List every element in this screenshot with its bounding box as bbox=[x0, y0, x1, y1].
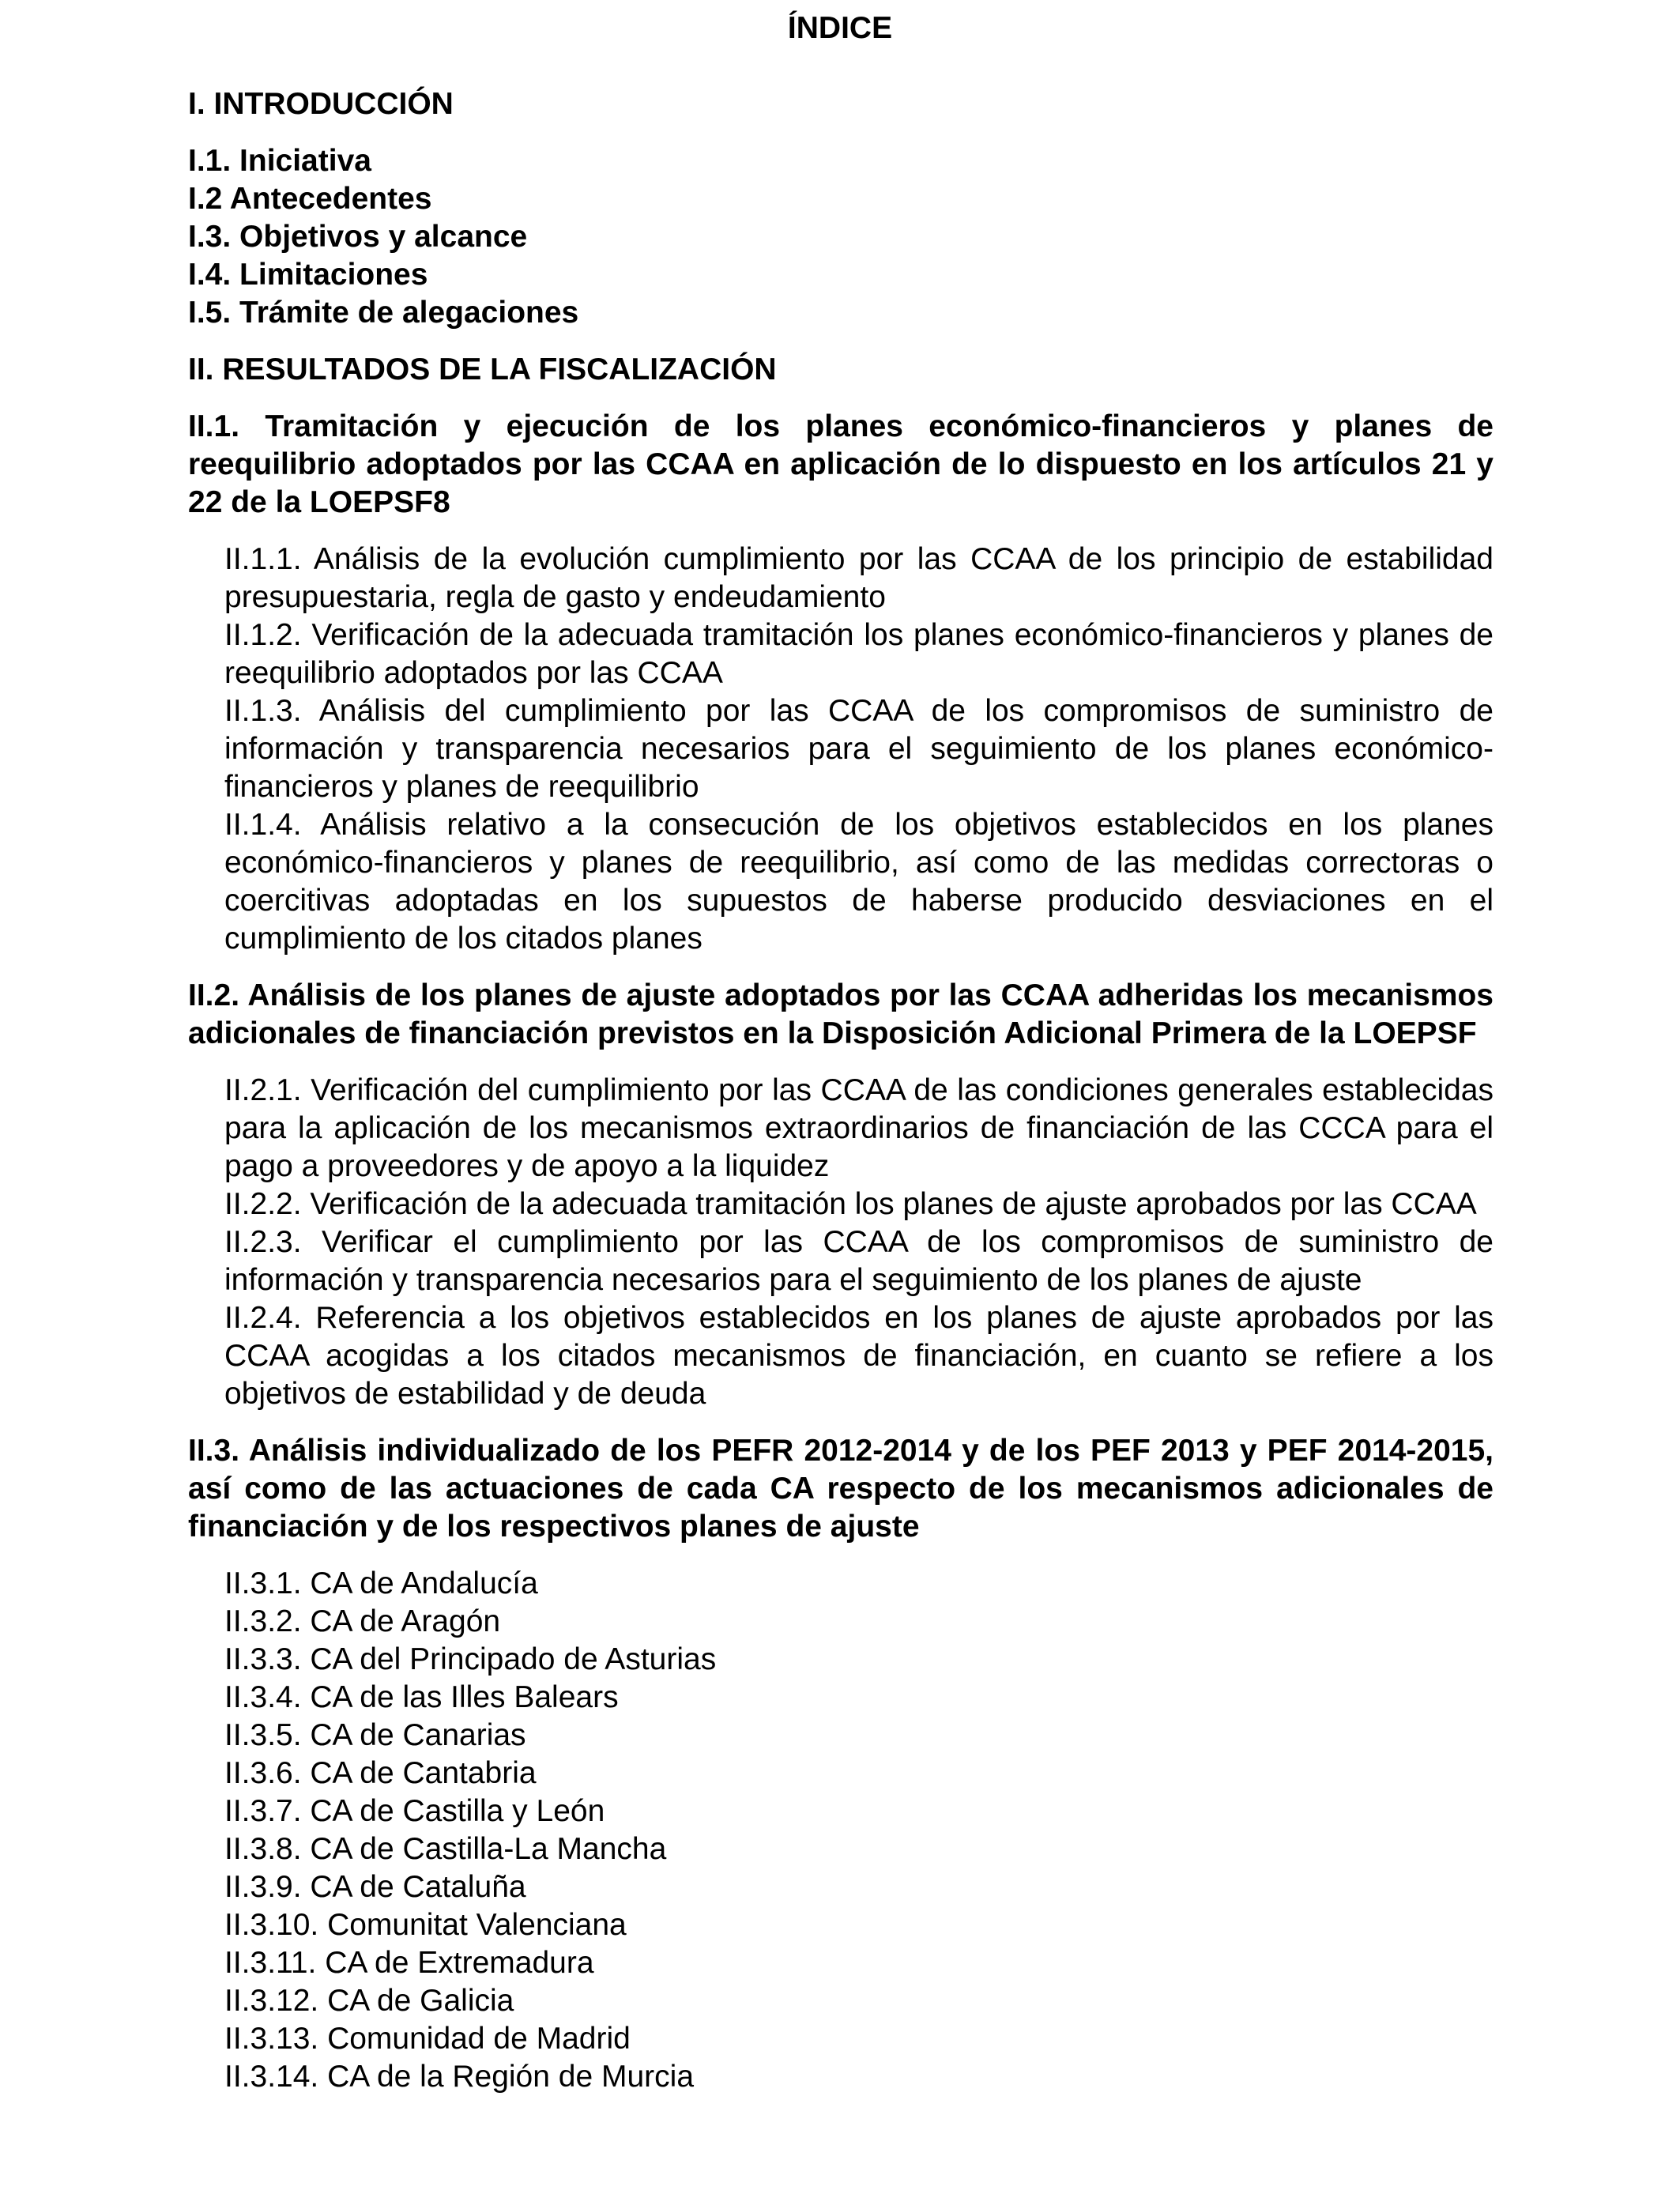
ii2-list bbox=[224, 1072, 1494, 1413]
toc-item[interactable]: II.3.4. CA de las Illes Balears bbox=[224, 1680, 619, 1714]
toc-item[interactable]: II.2.4. Referencia a los objetivos establecidos en los planes de ajuste aprobados por las CCAA acogidas a los citados mecanismos de financiación, en cuanto se refiere a los objetivos de estabilidad y de deuda bbox=[224, 1301, 1494, 1411]
section-heading-resultados: II. RESULTADOS DE LA FISCALIZACIÓN bbox=[188, 352, 777, 386]
ii3-list bbox=[224, 1565, 1494, 2096]
toc-item[interactable]: I.2 Antecedentes bbox=[188, 182, 432, 216]
subsection-heading-ii3[interactable]: II.3. Análisis individualizado de los PEFR 2012-2014 y de los PEF 2013 y PEF 2014-2015, así como de las actuaciones de cada CA respecto de los mecanismos adicionales de financiación y de los respectivos planes de ajuste bbox=[188, 1434, 1494, 1544]
toc-item[interactable]: I.1. Iniciativa bbox=[188, 144, 371, 178]
ii1-list bbox=[224, 541, 1494, 958]
section-heading-introduccion: I. INTRODUCCIÓN bbox=[188, 87, 454, 121]
subsection-heading-ii2[interactable]: II.2. Análisis de los planes de ajuste adoptados por las CCAA adheridas los mecanismos adicionales de financiación previstos en la Disposición Adicional Primera de la LOEPSF bbox=[188, 978, 1494, 1050]
page-title: ÍNDICE bbox=[787, 11, 893, 45]
subsection-heading-ii1[interactable]: II.1. Tramitación y ejecución de los planes económico-financieros y planes de reequilibrio adoptados por las CCAA en aplicación de lo dispuesto en los artículos 21 y 22 de la LOEPSF8 bbox=[188, 409, 1494, 519]
toc-item[interactable]: I.3. Objetivos y alcance bbox=[188, 220, 528, 254]
toc-item[interactable]: II.3.12. CA de Galicia bbox=[224, 1984, 514, 2018]
toc-item[interactable]: II.3.5. CA de Canarias bbox=[224, 1718, 526, 1752]
toc-item[interactable]: II.2.2. Verificación de la adecuada tramitación los planes de ajuste aprobados por las CCAA bbox=[224, 1187, 1477, 1221]
toc-item[interactable]: I.4. Limitaciones bbox=[188, 258, 428, 292]
toc-item[interactable]: II.3.14. CA de la Región de Murcia bbox=[224, 2060, 695, 2094]
toc-item[interactable]: II.1.2. Verificación de la adecuada tramitación los planes económico-financieros y planes de reequilibrio adoptados por las CCAA bbox=[224, 618, 1494, 690]
toc-item[interactable]: II.3.9. CA de Cataluña bbox=[224, 1870, 526, 1904]
toc-item[interactable]: II.3.3. CA del Principado de Asturias bbox=[224, 1642, 717, 1676]
toc-item[interactable]: II.2.3. Verificar el cumplimiento por las CCAA de los compromisos de suministro de información y transparencia necesarios para el seguimiento de los planes de ajuste bbox=[224, 1225, 1494, 1297]
toc-item[interactable]: II.3.2. CA de Aragón bbox=[224, 1604, 501, 1638]
toc-item[interactable]: II.3.8. CA de Castilla-La Mancha bbox=[224, 1832, 667, 1866]
toc-item[interactable]: II.3.11. CA de Extremadura bbox=[224, 1946, 594, 1980]
toc-item[interactable]: II.2.1. Verificación del cumplimiento por las CCAA de las condiciones generales establecidas para la aplicación de los mecanismos extraordinarios de financiación de las CCCA para el pago a proveedores y de apoyo a la liquidez bbox=[224, 1073, 1494, 1183]
introduccion-list bbox=[188, 142, 1494, 332]
toc-item[interactable]: II.3.7. CA de Castilla y León bbox=[224, 1794, 605, 1828]
toc-item[interactable]: II.1.1. Análisis de la evolución cumplimiento por las CCAA de los principio de estabilidad presupuestaria, regla de gasto y endeudamiento bbox=[224, 542, 1494, 614]
toc-item[interactable]: II.3.1. CA de Andalucía bbox=[224, 1566, 538, 1600]
toc-item[interactable]: I.5. Trámite de alegaciones bbox=[188, 296, 579, 330]
toc-item[interactable]: II.1.4. Análisis relativo a la consecución de los objetivos establecidos en los planes económico-financieros y planes de reequilibrio, así como de las medidas correctoras o coercitivas adoptadas en los supuestos de haberse producido desviaciones en el cumplimiento de los citados planes bbox=[224, 808, 1494, 956]
toc-item[interactable]: II.3.6. CA de Cantabria bbox=[224, 1756, 537, 1790]
toc-item[interactable]: II.3.10. Comunitat Valenciana bbox=[224, 1908, 627, 1942]
toc-item[interactable]: II.3.13. Comunidad de Madrid bbox=[224, 2022, 631, 2056]
toc-item[interactable]: II.1.3. Análisis del cumplimiento por las CCAA de los compromisos de suministro de información y transparencia necesarios para el seguimiento de los planes económico-financieros y planes de reequilibrio bbox=[224, 694, 1494, 804]
toc-content bbox=[188, 85, 1494, 2096]
